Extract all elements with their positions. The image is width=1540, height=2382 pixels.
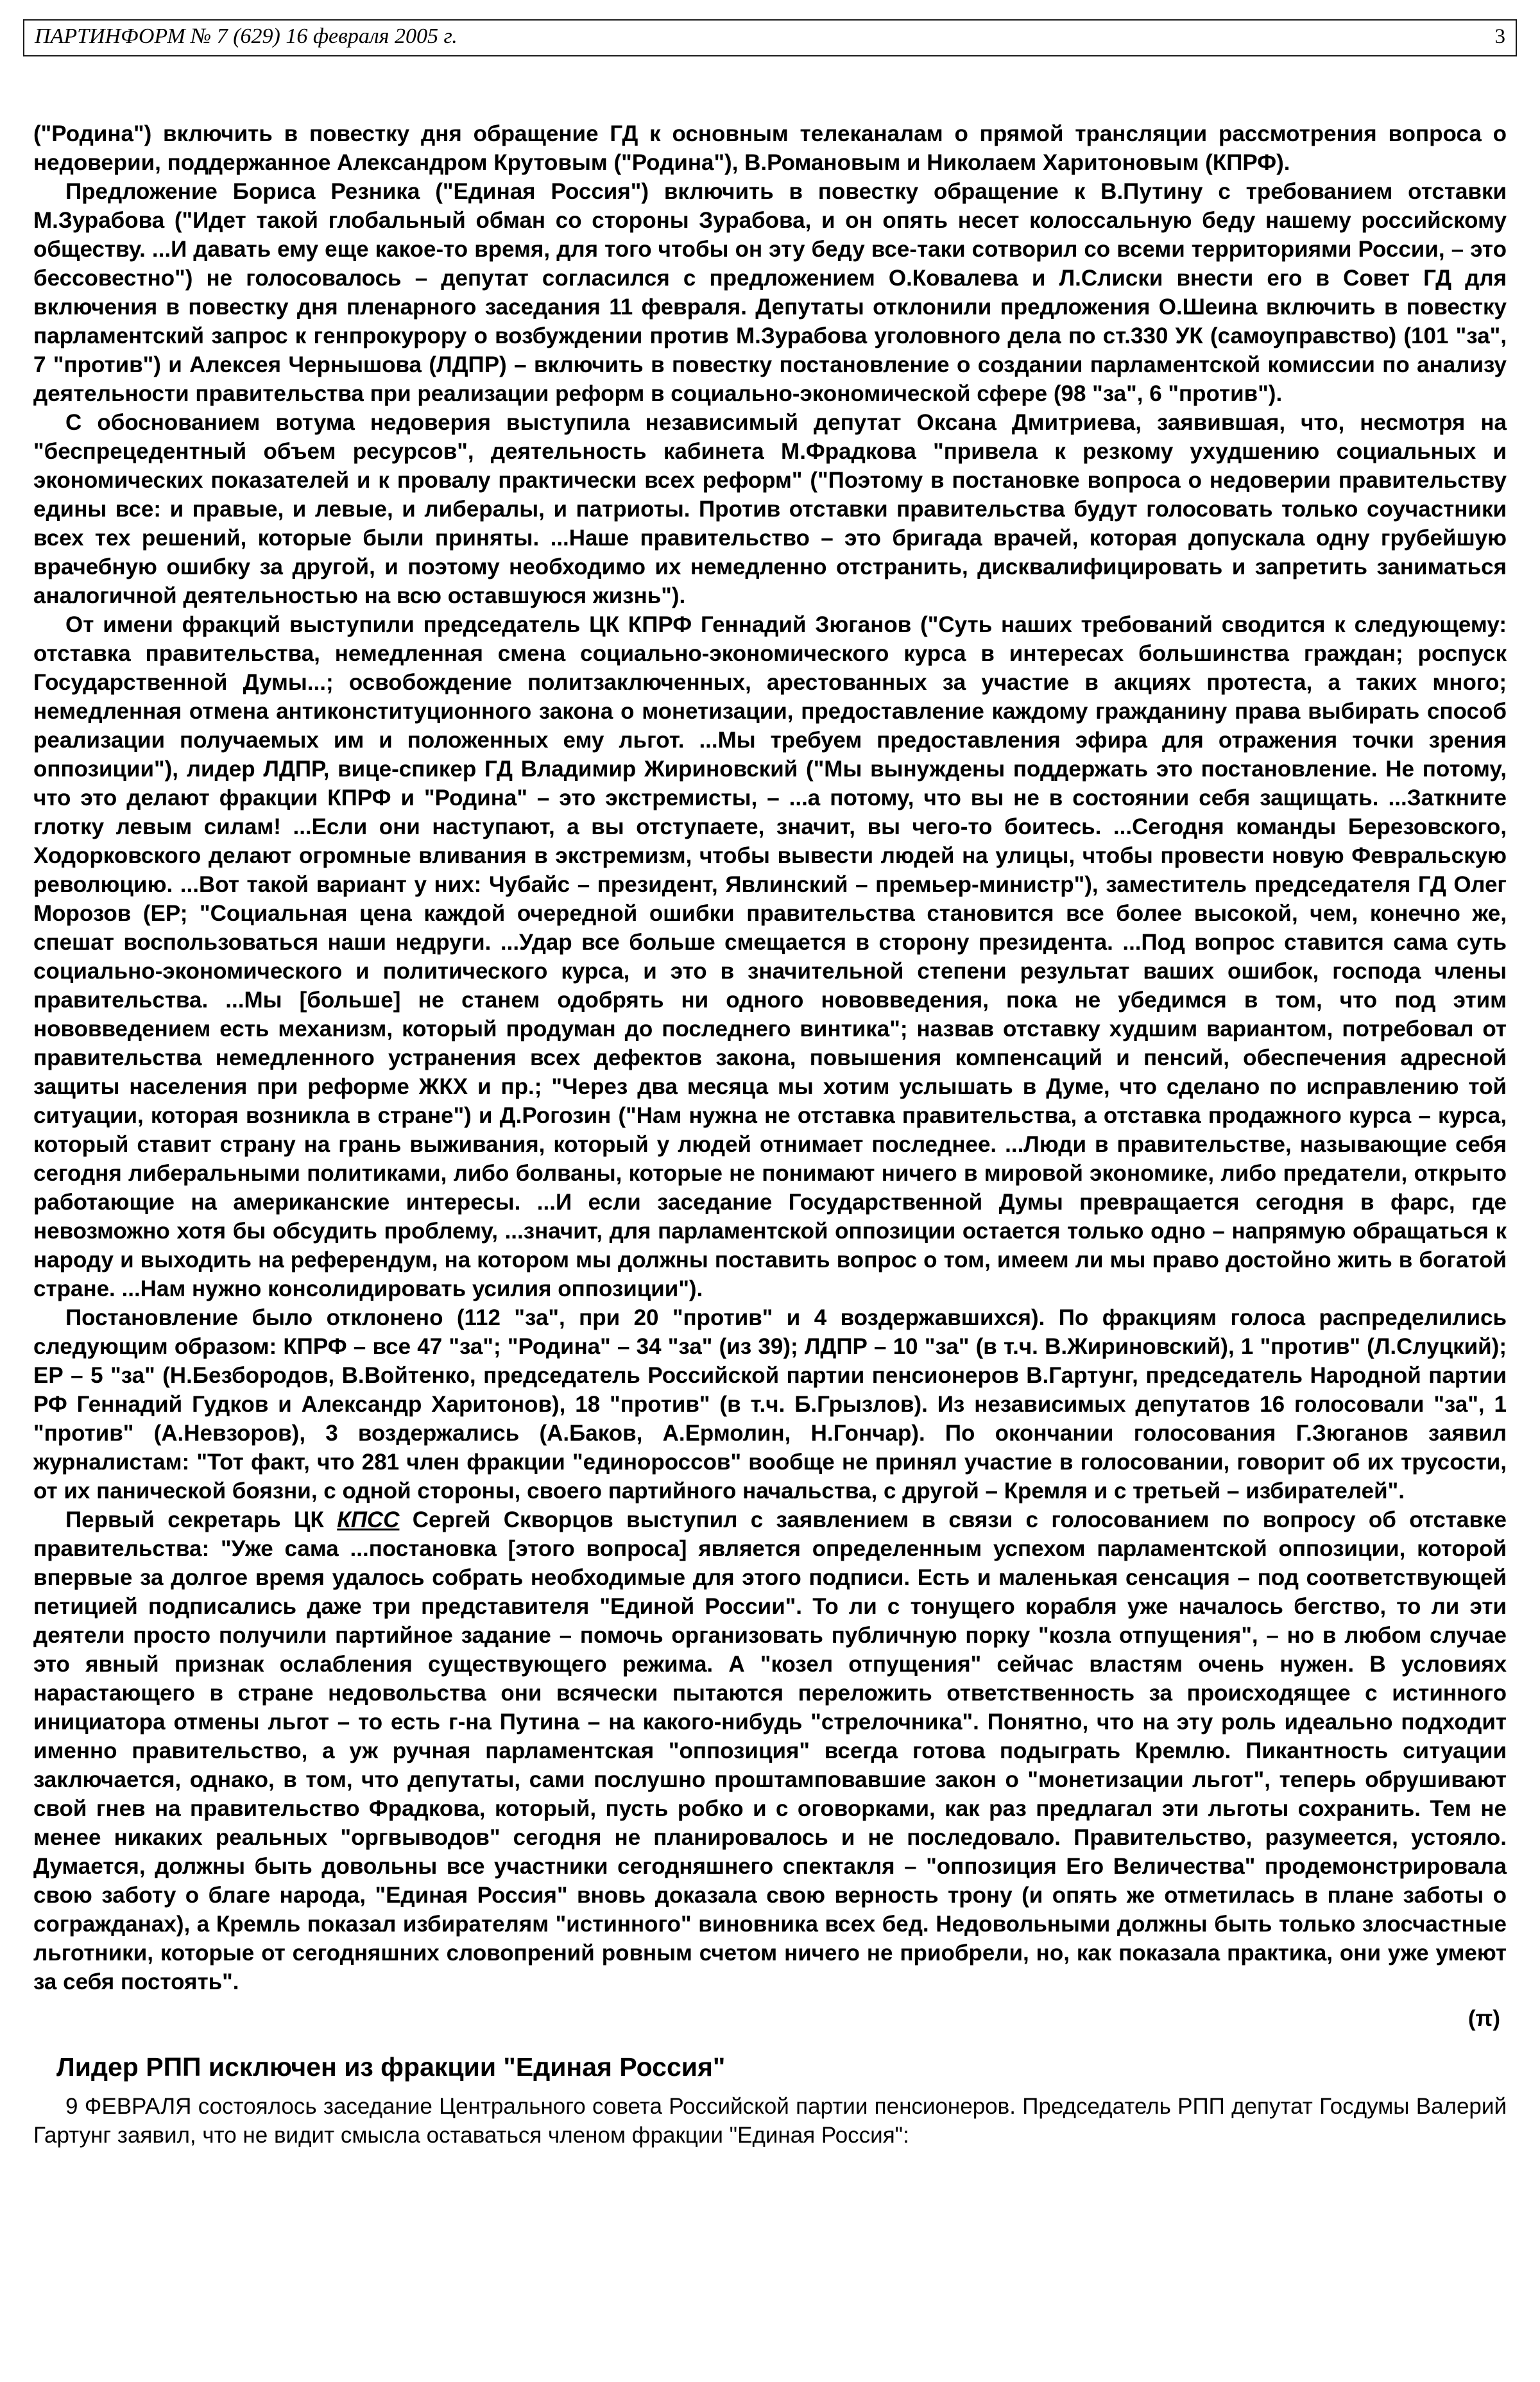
page-number: 3 [1494,25,1505,48]
paragraph-rpp-lead: 9 ФЕВРАЛЯ состоялось заседание Центрального совета Российской партии пенсионеров. Председатель РПП депутат Госдумы Валерий Гартунг заявил, что не видит смысла оставаться членом фракции "Единая Россия": [33,2094,1507,2148]
paragraph-vote-results: Постановление было отклонено (112 "за", при 20 "против" и 4 воздержавшихся). По фракциям голоса распределились следующим образом: КПРФ – все 47 "за"; "Родина" – 34 "за" (из 39); ЛДПР – 10 "за" (в т.ч. В.Жириновский), 1 "против" (Л.Слуцкий); ЕР – 5 "за" (Н.Безбородов, В.Войтенко, председатель Российской партии пенсионеров В.Гартунг, председатель Народной партии РФ Геннадий Гудков и Александр Харитонов), 18 "против" (в т.ч. Б.Грызлов). Из независимых депутатов 16 голосовали "за", 1 "против" (А.Невзоров), 3 воздержались (А.Баков, А.Ермолин, Н.Гончар). По окончании голосования Г.Зюганов заявил журналистам: "Тот факт, что 281 член фракции "единороссов" вообще не принял участие в голосовании, говорит об их трусости, от их панической боязни, с одной стороны, своего партийного начальства, с другой – Кремля и с третьей – избирателей". [33,1305,1507,1504]
page-header [23,19,1517,56]
text-segment-before: Первый секретарь ЦК [65,1507,338,1532]
paragraph-continuation: ("Родина") включить в повестку дня обращение ГД к основным телеканалам о прямой трансляции рассмотрения вопроса о недоверии, поддержанное Александром Крутовым ("Родина"), В.Романовым и Николаем Харитоновым (КПРФ). [33,121,1507,175]
party-abbreviation-underlined: КПСС [337,1507,400,1532]
page-content [23,119,1517,2150]
article-end-mark: (π) [1467,2006,1500,2031]
paragraph-skvortsov [33,1505,1507,1996]
text-segment-after: Сергей Скворцов выступил с заявлением в связи с голосованием по вопросу об отставке правительства: "Уже сама ...постановка [этого вопроса] является определенным успехом парламентской оппозиции, которой впервые за долгое время удалось собрать необходимые для этого подписи. Есть и маленькая сенсация – под соответствующей петицией подписались даже три представителя "Единой России". То ли с тонущего корабля уже началось бегство, то ли эти деятели просто получили партийное задание – помочь организовать публичную порку "козла отпущения", – но в любом случае это явный признак ослабления существующего режима. А "козел отпущения" сейчас властям очень нужен. В условиях нарастающего в стране недовольства они всячески пытаются переложить ответственность за происходящее с истинного инициатора отмены льгот – то есть г-на Путина – на какого-нибудь "стрелочника". Понятно, что на эту роль идеально подходит именно правительство, а уж ручная парламентская "оппозиция" всегда готова подыграть Кремлю. Пикантность ситуации заключается, однако, в том, что депутаты, сами послушно проштамповавшие закон о "монетизации льгот", теперь обрушивают свой гнев на правительство Фрадкова, который, пусть робко и с оговорками, как раз предлагал эти льготы сохранить. Тем не менее никаких реальных "оргвыводов" сегодня не планировалось и не последовало. Правительство, разумеется, устояло. Думается, должны быть довольны все участники сегодняшнего спектакля – "оппозиция Его Величества" продемонстрировала свою заботу о благе народа, "Единая Россия" вновь доказала свою верность трону (и опять же отметилась в плане заботы о согражданах), а Кремль показал избирателям "истинного" виновника всех бед. Недовольными должны быть только злосчастные льготники, которые от сегодняшних словопрений ровным счетом ничего не приобрели, но, как показала практика, они уже умеют за себя постоять". [33,1507,1507,1994]
newsletter-title: ПАРТИНФОРМ № 7 (629) 16 февраля 2005 г. [35,24,458,48]
article-heading: Лидер РПП исключен из фракции "Единая Россия" [56,2052,726,2082]
paragraph-reznik-proposal: Предложение Бориса Резника ("Единая Россия") включить в повестку обращение к В.Путину с требованием отставки М.Зурабова ("Идет такой глобальный обман со стороны Зурабова, и он опять несет колоссальную беду нашему российскому обществу. ...И давать ему еще какое-то время, для того чтобы он эту беду все-таки сотворил со всеми территориями России, – это бессовестно") не голосовалось – депутат согласился с предложением О.Ковалева и Л.Слиски внести его в Совет ГД для включения в повестку дня пленарного заседания 11 февраля. Депутаты отклонили предложения О.Шеина включить в повестку парламентский запрос к генпрокурору о возбуждении против М.Зурабова уголовного дела по ст.330 УК (самоуправство) (101 "за", 7 "против") и Алексея Чернышова (ЛДПР) – включить в повестку постановление о создании парламентской комиссии по анализу деятельности правительства при реализации реформ в социально-экономической сфере (98 "за", 6 "против"). [33,179,1507,406]
paragraph-faction-speeches: От имени фракций выступили председатель ЦК КПРФ Геннадий Зюганов ("Суть наших требований сводится к следующему: отставка правительства, немедленная смена социально-экономического курса в интересах большинства граждан; роспуск Государственной Думы...; освобождение политзаключенных, арестованных за участие в акциях протеста, а таких много; немедленная отмена антиконституционного закона о монетизации, предоставление каждому гражданину права выбирать способ реализации получаемых им и положенных ему льгот. ...Мы требуем предоставления эфира для отражения точки зрения оппозиции"), лидер ЛДПР, вице-спикер ГД Владимир Жириновский ("Мы вынуждены поддержать это постановление. Не потому, что это делают фракции КПРФ и "Родина" – это экстремисты, – ...а потому, что вы не в состоянии себя защищать. ...Заткните глотку левым силам! ...Если они наступают, а вы отступаете, значит, вы чего-то боитесь. ...Сегодня команды Березовского, Ходорковского делают огромные вливания в экстремизм, чтобы вывести людей на улицы, чтобы провести новую Февральскую революцию. ...Вот такой вариант у них: Чубайс – президент, Явлинский – премьер-министр"), заместитель председателя ГД Олег Морозов (ЕР; "Социальная цена каждой очередной ошибки правительства становится все более высокой, чем, конечно же, спешат воспользоваться наши недруги. ...Удар все больше смещается в сторону президента. ...Под вопрос ставится сама суть социально-экономического и политического курса, и это в значительной степени результат ваших ошибок, господа члены правительства. ...Мы [больше] не станем одобрять ни одного нововведения, пока не убедимся в том, что под этим нововведением есть механизм, который продуман до последнего винтика"; назвав отставку худшим вариантом, потребовал от правительства немедленного устранения всех дефектов закона, повышения компенсаций и пенсий, обеспечения адресной защиты населения при реформе ЖКХ и пр.; "Через два месяца мы хотим услышать в Думе, что сделано по исправлению той ситуации, которая возникла в стране") и Д.Рогозин ("Нам нужна не отставка правительства, а отставка продажного курса – курса, который ставит страну на грань выживания, который у людей отнимает последнее. ...Люди в правительстве, называющие себя сегодня либеральными политиками, либо болваны, которые не понимают ничего в мировой экономике, либо предатели, открыто работающие на американские интересы. ...И если заседание Государственной Думы превращается сегодня в фарс, где невозможно хотя бы обсудить проблему, ...значит, для парламентской оппозиции остается только одно – напрямую обращаться к народу и выходить на референдум, на котором мы должны поставить вопрос о том, имеем ли мы право достойно жить в богатой стране. ...Нам нужно консолидировать усилия оппозиции"). [33,612,1507,1301]
paragraph-dmitrieva: С обоснованием вотума недоверия выступила независимый депутат Оксана Дмитриева, заявившая, что, несмотря на "беспрецедентный объем ресурсов", деятельность кабинета М.Фрадкова "привела к резкому ухудшению социальных и экономических показателей и к провалу практически всех реформ" ("Поэтому в постановке вопроса о недоверии правительству едины все: и правые, и левые, и либералы, и патриоты. Против отставки правительства будут голосовать только соучастники всех тех решений, которые были приняты. ...Наше правительство – это бригада врачей, которая допускала одну грубейшую врачебную ошибку за другой, и поэтому необходимо их немедленно отстранить, дисквалифицировать и запретить заниматься аналогичной деятельностью на всю оставшуюся жизнь"). [33,410,1507,608]
